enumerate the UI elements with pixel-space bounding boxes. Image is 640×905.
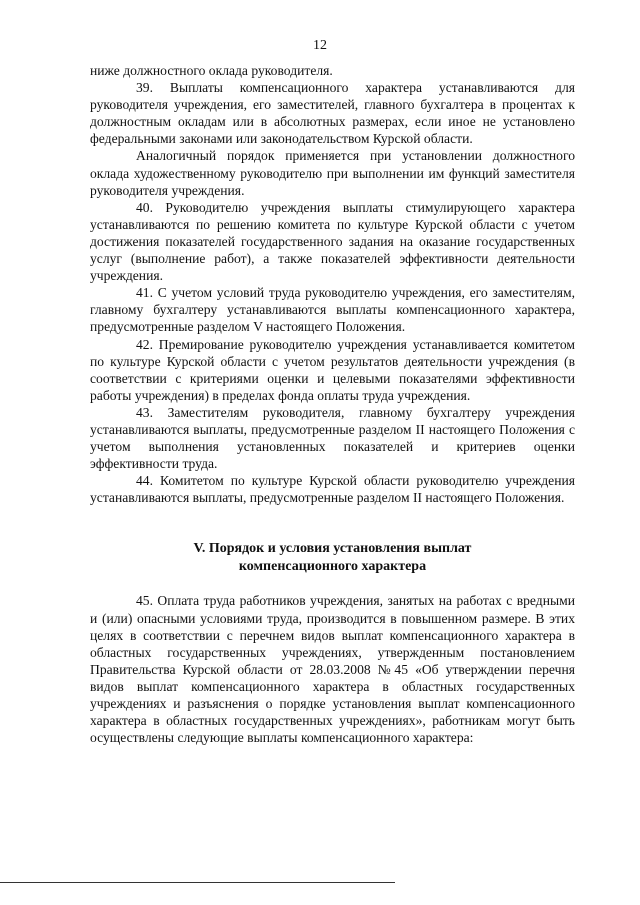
section-heading-line2: компенсационного характера bbox=[238, 559, 427, 575]
document-body bbox=[90, 62, 575, 746]
paragraph: 43. Заместителям руководителя, главному бухгалтеру учреждения устанавливаются выплаты, предусмотренные разделом II настоящего Положения с учетом выполнения установленных показателей и критериев оценки эффективности труда. bbox=[90, 404, 575, 472]
footer-rule bbox=[0, 882, 395, 883]
paragraph: 44. Комитетом по культуре Курской области руководителю учреждения устанавливаются выплаты, предусмотренные разделом II настоящего Положения. bbox=[90, 473, 575, 506]
paragraph: 39. Выплаты компенсационного характера устанавливаются для руководителя учреждения, его заместителей, главного бухгалтера в процентах к должностным окладам или в абсолютных размерах, если иное не установлено федеральными законами или законодательством Курской области. bbox=[90, 80, 575, 147]
section-heading-line1: V. Порядок и условия установления выплат bbox=[193, 541, 472, 557]
paragraph-group-top bbox=[90, 62, 575, 506]
paragraph: 45. Оплата труда работников учреждения, занятых на работах с вредными и (или) опасными условиями труда, производится в повышенном размере. В этих целях в соответствии с перечнем видов выплат компенсационного характера в областных государственных учреждениях, утвержденным постановлением Правительства Курской области от 28.03.2008 №45 «Об утверждении перечня видов выплат компенсационного характера в областных государственных учреждениях и разъяснения о порядке установления выплат компенсационного характера в областных государственных учреждениях», работникам могут быть осуществлены следующие выплаты компенсационного характера: bbox=[90, 593, 575, 746]
paragraph: ниже должностного оклада руководителя. bbox=[90, 63, 333, 78]
paragraph: Аналогичный порядок применяется при установлении должностного оклада художественному руководителю при выполнении им функций заместителя руководителя учреждения. bbox=[90, 148, 575, 198]
page-number: 12 bbox=[313, 38, 327, 53]
paragraph-group-bottom bbox=[90, 592, 575, 746]
paragraph: 42. Премирование руководителю учреждения устанавливается комитетом по культуре Курской области с учетом результатов деятельности учреждения (в соответствии с критериями оценки и целевыми показателями эффективности работы учреждения) в пределах фонда оплаты труда учреждения. bbox=[90, 336, 575, 403]
section-heading bbox=[90, 540, 575, 576]
paragraph: 41. С учетом условий труда руководителю учреждения, его заместителям, главному бухгалтеру устанавливаются выплаты компенсационного характера, предусмотренные разделом V настоящего Положения. bbox=[90, 285, 575, 335]
paragraph: 40. Руководителю учреждения выплаты стимулирующего характера устанавливаются по решению комитета по культуре Курской области с учетом достижения показателей государственного задания на оказание государственных услуг (выполнение работ), а также показателей эффективности деятельности учреждения. bbox=[90, 199, 575, 284]
